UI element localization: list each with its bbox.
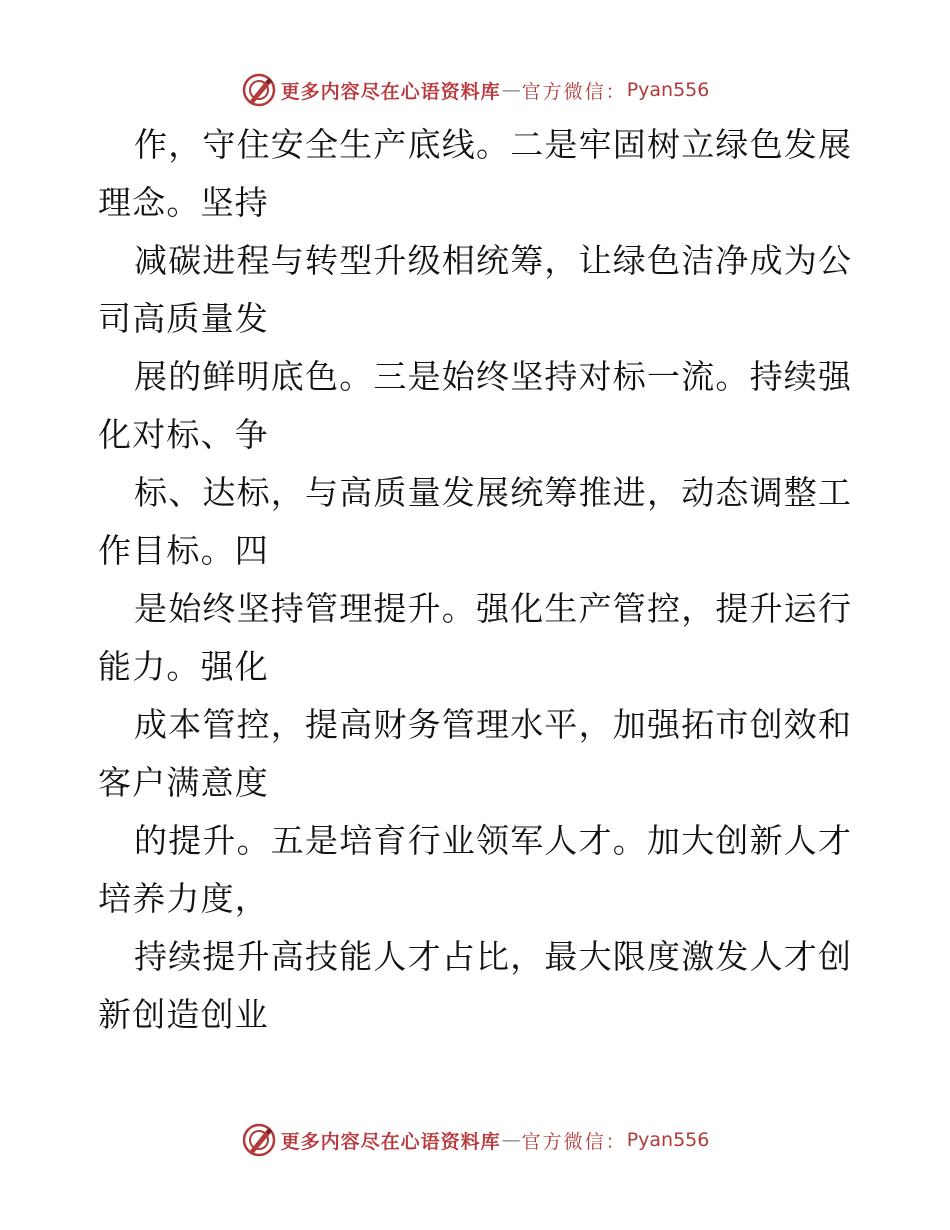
text-line-15: 持续提升高技能人才占比，最大限度激发人才创 bbox=[134, 937, 853, 976]
text-line-1: 作，守住安全生产底线。二是牢固树立绿色发展 bbox=[134, 125, 853, 164]
text-line-12: 客户满意度 bbox=[98, 763, 269, 802]
pen-logo-icon bbox=[241, 72, 277, 108]
header-wechat-label: 官方微信： bbox=[521, 80, 627, 103]
text-line-6: 化对标、争 bbox=[98, 415, 269, 454]
footer-banner bbox=[0, 1120, 950, 1160]
text-line-5: 展的鲜明底色。三是始终坚持对标一流。持续强 bbox=[134, 357, 853, 396]
text-line-10: 能力。强化 bbox=[98, 647, 269, 686]
document-body bbox=[98, 116, 858, 1044]
header-brand-text: 更多内容尽在心语资料库 bbox=[280, 80, 501, 103]
text-line-14: 培养力度， bbox=[98, 879, 269, 918]
text-line-9: 是始终坚持管理提升。强化生产管控，提升运行 bbox=[134, 589, 853, 628]
header-banner bbox=[0, 70, 950, 110]
footer-wechat-id: Pyan556 bbox=[626, 1129, 710, 1151]
text-line-11: 成本管控，提高财务管理水平，加强拓市创效和 bbox=[134, 705, 853, 744]
text-line-4: 司高质量发 bbox=[98, 299, 269, 338]
header-separator: — bbox=[501, 79, 521, 101]
footer-brand-text: 更多内容尽在心语资料库 bbox=[280, 1130, 501, 1153]
text-line-7: 标、达标，与高质量发展统筹推进，动态调整工 bbox=[134, 473, 853, 512]
text-line-13: 的提升。五是培育行业领军人才。加大创新人才 bbox=[134, 821, 853, 860]
footer-separator: — bbox=[501, 1129, 521, 1151]
footer-wechat-label: 官方微信： bbox=[521, 1130, 627, 1153]
text-line-8: 作目标。四 bbox=[98, 531, 269, 570]
pen-logo-icon bbox=[241, 1122, 277, 1158]
text-line-3: 减碳进程与转型升级相统筹，让绿色洁净成为公 bbox=[134, 241, 853, 280]
text-line-16: 新创造创业 bbox=[98, 995, 269, 1034]
text-line-2: 理念。坚持 bbox=[98, 183, 269, 222]
header-wechat-id: Pyan556 bbox=[626, 79, 710, 101]
